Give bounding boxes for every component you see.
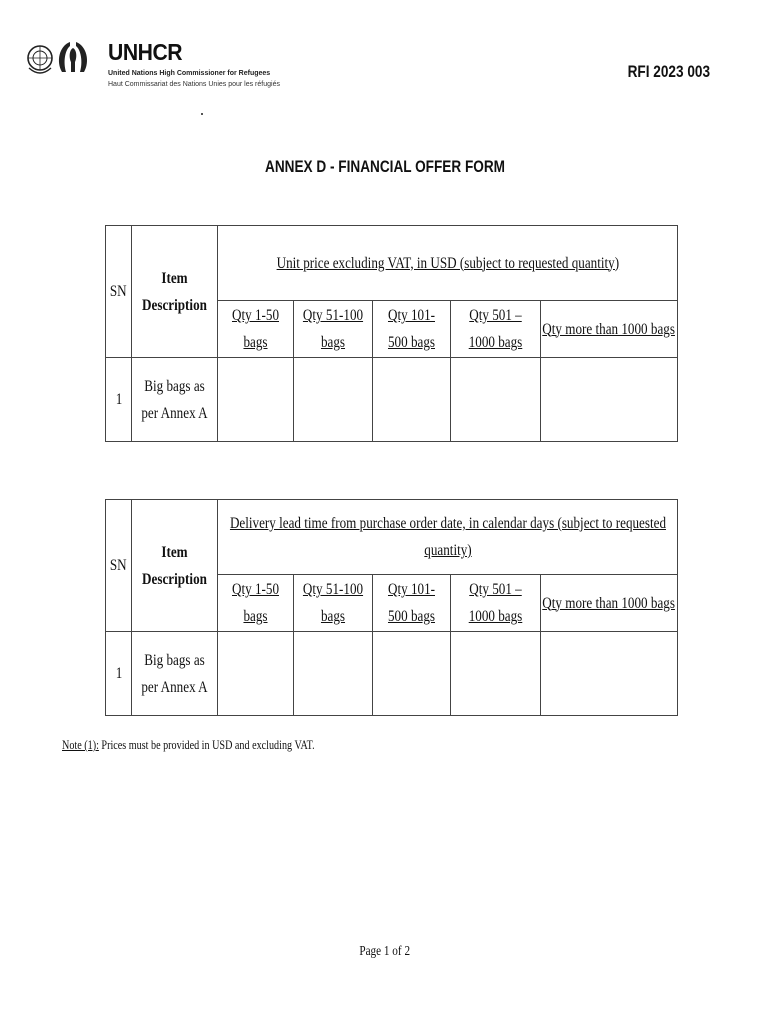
page-number	[0, 944, 770, 960]
lead-time-qty-1-50-cell[interactable]	[218, 632, 294, 716]
page-number-text: Page 1 of 2	[359, 944, 411, 959]
item-description-cell: Big bags as per Annex A	[132, 632, 218, 716]
qty-501-1000-header: Qty 501 – 1000 bags	[451, 301, 541, 358]
price-table	[105, 225, 678, 442]
note-label: Note (1):	[62, 737, 99, 752]
qty-501-1000-header: Qty 501 – 1000 bags	[451, 575, 541, 632]
stray-mark	[201, 113, 203, 115]
qty-1-50-header: Qty 1-50 bags	[218, 301, 294, 358]
document-title-text: ANNEX D - FINANCIAL OFFER FORM	[264, 157, 505, 176]
unhcr-logo	[26, 38, 280, 94]
price-note	[62, 737, 315, 753]
price-qty-101-500-cell[interactable]	[373, 358, 451, 442]
reference-number: RFI 2023 003	[627, 62, 710, 81]
qty-1-50-header: Qty 1-50 bags	[218, 575, 294, 632]
price-qty-501-1000-cell[interactable]	[451, 358, 541, 442]
sn-header: SN	[106, 226, 132, 358]
lead-time-qty-51-100-cell[interactable]	[294, 632, 373, 716]
document-title	[0, 157, 770, 177]
lead-time-qty-501-1000-cell[interactable]	[451, 632, 541, 716]
price-qty-more-1000-cell[interactable]	[541, 358, 678, 442]
lead-time-group-header: Delivery lead time from purchase order date, in calendar days (subject to requested quantity)	[218, 500, 678, 575]
qty-101-500-header: Qty 101-500 bags	[373, 575, 451, 632]
item-description-cell: Big bags as per Annex A	[132, 358, 218, 442]
table-header-row	[106, 500, 678, 575]
price-qty-51-100-cell[interactable]	[294, 358, 373, 442]
qty-51-100-header: Qty 51-100 bags	[294, 301, 373, 358]
table-row	[106, 358, 678, 442]
logo-subtitle-fr: Haut Commissariat des Nations Unies pour les réfugiés	[108, 81, 280, 88]
table-row	[106, 632, 678, 716]
qty-51-100-header: Qty 51-100 bags	[294, 575, 373, 632]
logo-subtitle-en: United Nations High Commissioner for Refugees	[108, 70, 271, 77]
lead-time-qty-more-1000-cell[interactable]	[541, 632, 678, 716]
item-description-header: Item Description	[132, 500, 218, 632]
sn-cell: 1	[106, 632, 132, 716]
price-qty-1-50-cell[interactable]	[218, 358, 294, 442]
un-emblem-icon	[26, 38, 104, 92]
note-text: Prices must be provided in USD and excluding VAT.	[98, 737, 315, 752]
logo-wordmark: UNHCR	[108, 39, 183, 65]
sn-header: SN	[106, 500, 132, 632]
table-header-row	[106, 226, 678, 301]
item-description-header: Item Description	[132, 226, 218, 358]
qty-101-500-header: Qty 101-500 bags	[373, 301, 451, 358]
unit-price-group-header: Unit price excluding VAT, in USD (subject to requested quantity)	[218, 226, 678, 301]
qty-more-1000-header: Qty more than 1000 bags	[541, 301, 678, 358]
lead-time-qty-101-500-cell[interactable]	[373, 632, 451, 716]
lead-time-table	[105, 499, 678, 716]
sn-cell: 1	[106, 358, 132, 442]
qty-more-1000-header: Qty more than 1000 bags	[541, 575, 678, 632]
